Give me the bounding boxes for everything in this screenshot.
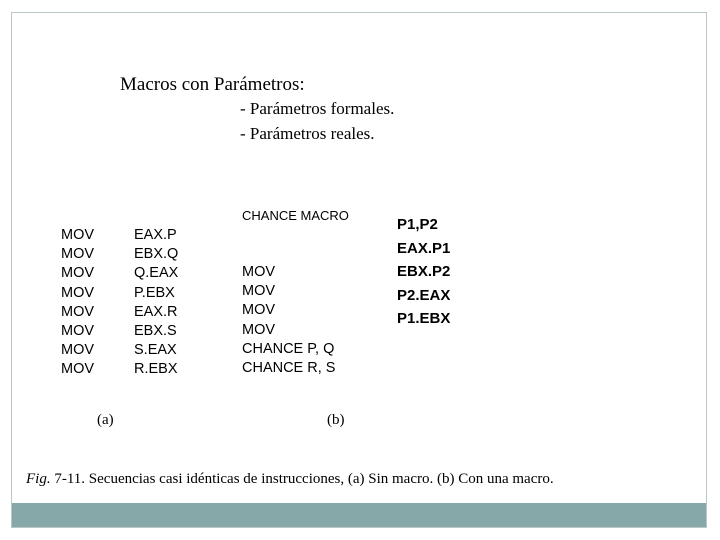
operand: P.EBX xyxy=(134,284,175,301)
opcode: MOV xyxy=(61,303,95,320)
opcode: MOV xyxy=(61,227,95,243)
caption-text: 7-11. Secuencias casi idénticas de instrucciones, (a) Sin macro. (b) Con una macro. xyxy=(50,471,554,487)
macro-param: EAX.P1 xyxy=(397,239,451,257)
bullet-real-params: - Parámetros reales. xyxy=(240,124,375,143)
opcode: MOV xyxy=(61,361,95,378)
bullet-formal-params: - Parámetros formales. xyxy=(240,99,395,118)
macro-param: P1,P2 xyxy=(397,216,438,233)
opcode: MOV xyxy=(61,342,95,359)
figure-caption xyxy=(26,471,554,488)
slide-title: Macros con Parámetros: xyxy=(120,74,305,95)
operand: R.EBX xyxy=(134,361,178,378)
slide-frame xyxy=(11,12,707,528)
operand: EAX.P xyxy=(134,227,177,243)
operand: EBX.Q xyxy=(134,246,179,263)
operand: Q.EAX xyxy=(134,265,179,282)
opcode: MOV xyxy=(61,322,95,339)
operand: EBX.S xyxy=(134,322,177,339)
operand: EAX.R xyxy=(134,303,178,320)
macro-line: CHANCE R, S xyxy=(242,359,336,376)
figure-a-opcodes xyxy=(61,226,94,380)
macro-header: CHANCE MACRO xyxy=(242,208,349,223)
macro-line: MOV xyxy=(242,302,276,319)
opcode: MOV xyxy=(61,246,95,263)
figure-a-operands xyxy=(134,226,178,380)
macro-line: MOV xyxy=(242,283,276,300)
macro-body xyxy=(242,263,335,378)
macro-line: CHANCE P, Q xyxy=(242,340,335,357)
macro-param: P1.EBX xyxy=(397,310,451,327)
opcode: MOV xyxy=(61,265,95,282)
footer-bar xyxy=(12,503,706,527)
macro-param: EBX.P2 xyxy=(397,263,451,280)
macro-params xyxy=(397,213,450,331)
macro-line: MOV xyxy=(242,264,276,280)
opcode: MOV xyxy=(61,284,95,301)
figure-b-label: (b) xyxy=(327,412,345,428)
macro-param: P2.EAX xyxy=(397,286,451,304)
figure-a-label: (a) xyxy=(97,412,114,428)
macro-line: MOV xyxy=(242,321,276,338)
caption-fig-prefix: Fig. xyxy=(26,471,51,487)
operand: S.EAX xyxy=(134,342,177,359)
